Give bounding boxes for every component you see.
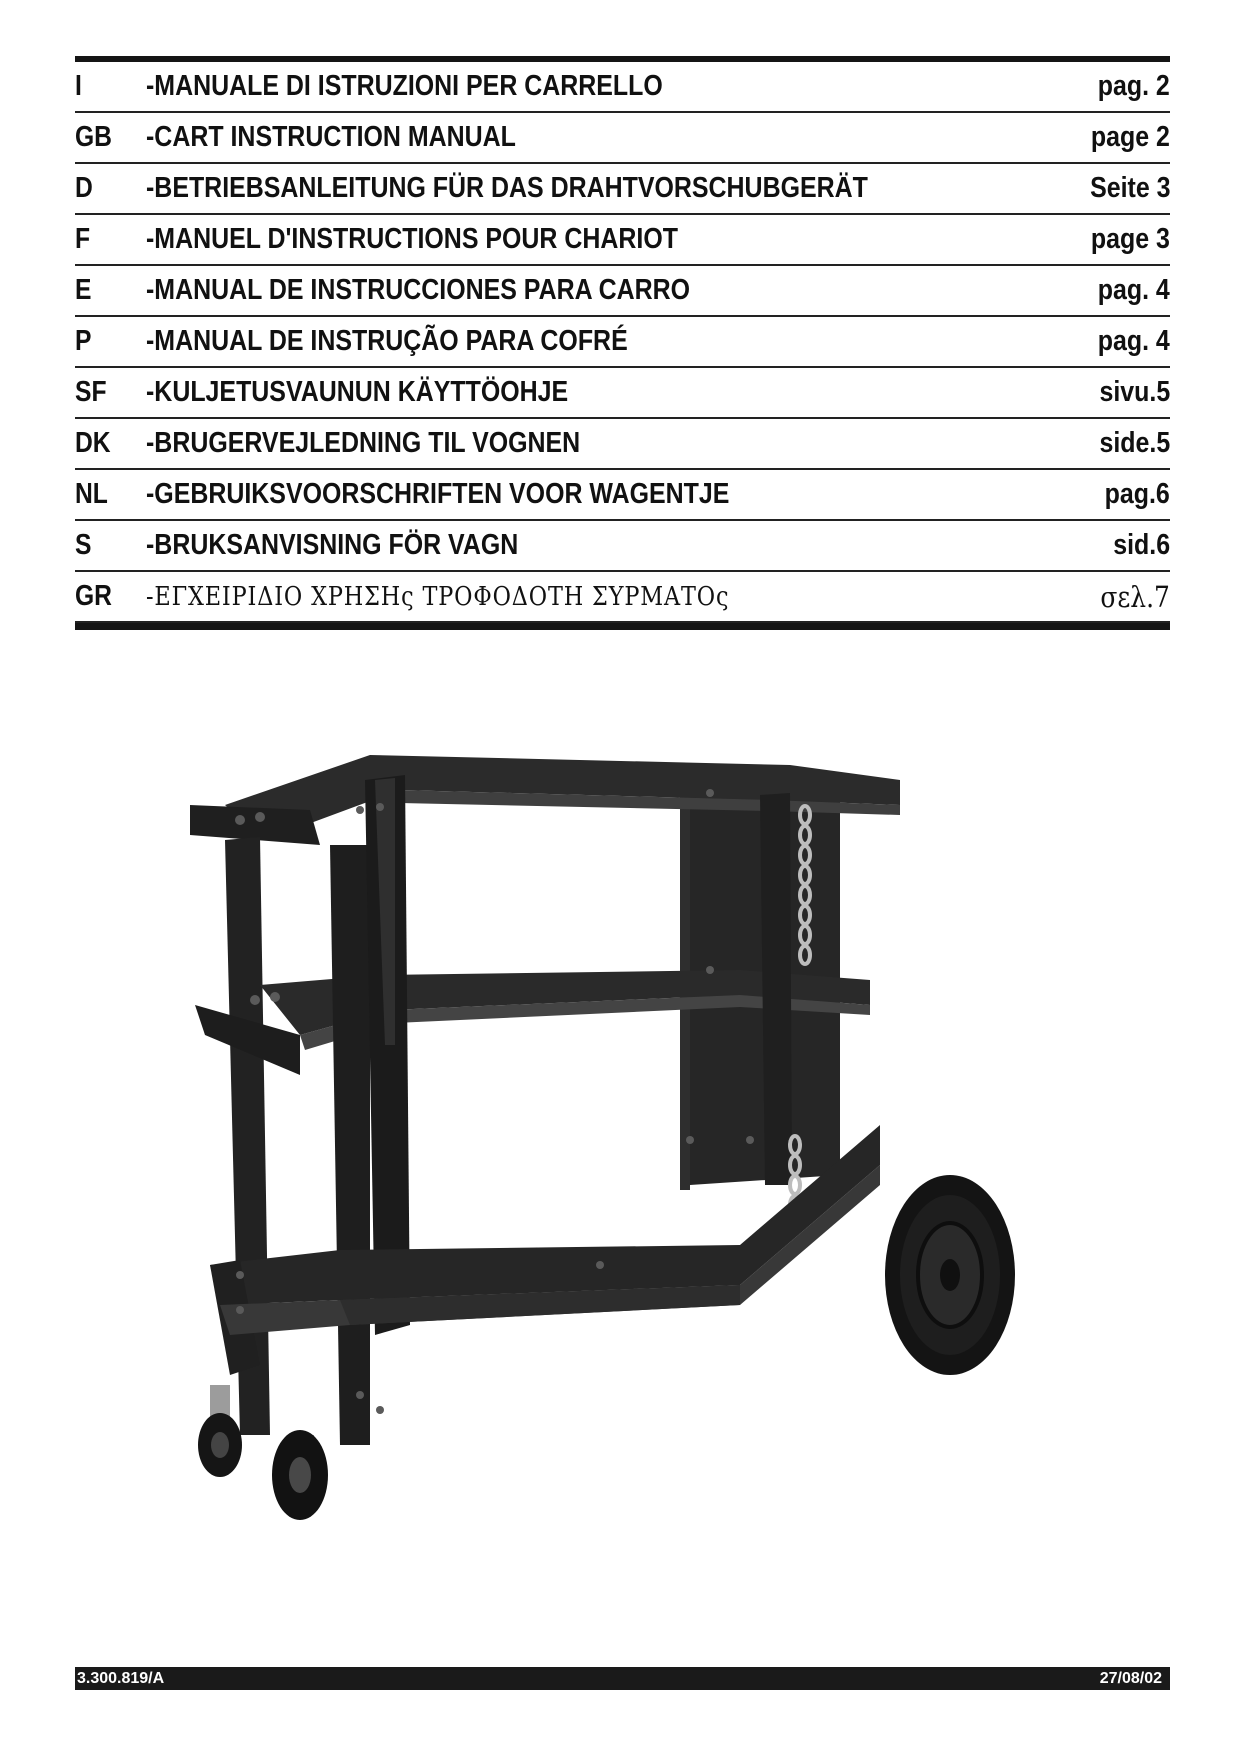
page-ref: Seite 3 (1089, 172, 1170, 204)
toc-row-it (75, 62, 1170, 113)
page-ref: pag. 2 (1097, 70, 1170, 102)
manual-title: -BETRIEBSANLEITUNG FÜR DAS DRAHTVORSCHUBGERÄT (146, 172, 868, 204)
manual-title: -BRUGERVEJLEDNING TIL VOGNEN (146, 427, 581, 459)
toc-row-p (75, 317, 1170, 368)
bottom-rule (75, 623, 1170, 630)
toc-row-nl (75, 470, 1170, 521)
manual-title: -MANUAL DE INSTRUÇÃO PARA COFRÉ (146, 325, 628, 357)
language-code: S (75, 529, 92, 561)
toc-row-e (75, 266, 1170, 317)
toc-row-s (75, 521, 1170, 572)
page-ref: pag. 4 (1097, 274, 1170, 306)
manual-title: -BRUKSANVISNING FÖR VAGN (146, 529, 519, 561)
page-ref: pag.6 (1104, 478, 1170, 510)
cart-illustration (180, 745, 1120, 1545)
manual-title: -MANUEL D'INSTRUCTIONS POUR CHARIOT (146, 223, 678, 255)
language-code: NL (75, 478, 108, 510)
manual-title: -CART INSTRUCTION MANUAL (146, 121, 516, 153)
footer-bar (75, 1667, 1170, 1690)
manual-title: -GEBRUIKSVOORSCHRIFTEN VOOR WAGENTJE (146, 478, 730, 510)
page-ref: page 3 (1090, 223, 1170, 255)
language-code: P (75, 325, 92, 357)
language-code: GR (75, 580, 112, 612)
toc-row-d (75, 164, 1170, 215)
page-ref: σελ.7 (1100, 579, 1170, 614)
language-code: GB (75, 121, 112, 153)
manual-title: -KULJETUSVAUNUN KÄYTTÖOHJE (146, 376, 569, 408)
language-code: SF (75, 376, 107, 408)
language-code: F (75, 223, 91, 255)
welding-cart-icon (180, 745, 1120, 1545)
language-code: DK (75, 427, 111, 459)
page-ref: sivu.5 (1099, 376, 1170, 408)
toc-row-gr (75, 572, 1170, 623)
toc-row-sf (75, 368, 1170, 419)
language-code: I (75, 70, 82, 102)
page-ref: side.5 (1099, 427, 1170, 459)
language-index (75, 56, 1170, 630)
language-code: E (75, 274, 92, 306)
page-ref: page 2 (1090, 121, 1170, 153)
manual-title: -MANUAL DE INSTRUCCIONES PARA CARRO (146, 274, 691, 306)
document-date: 27/08/02 (1099, 1669, 1162, 1687)
manual-title: -ΕΓΧΕΙΡΙΔΙΟ ΧΡΗΣΗς ΤΡΟΦΟΔΟΤΗ ΣΥΡΜΑΤΟς (146, 581, 730, 612)
toc-row-dk (75, 419, 1170, 470)
page-ref: pag. 4 (1097, 325, 1170, 357)
language-code: D (75, 172, 93, 204)
manual-title: -MANUALE DI ISTRUZIONI PER CARRELLO (146, 70, 663, 102)
toc-row-f (75, 215, 1170, 266)
document-code: 3.300.819/A (77, 1669, 165, 1687)
page-ref: sid.6 (1113, 529, 1170, 561)
toc-row-gb (75, 113, 1170, 164)
